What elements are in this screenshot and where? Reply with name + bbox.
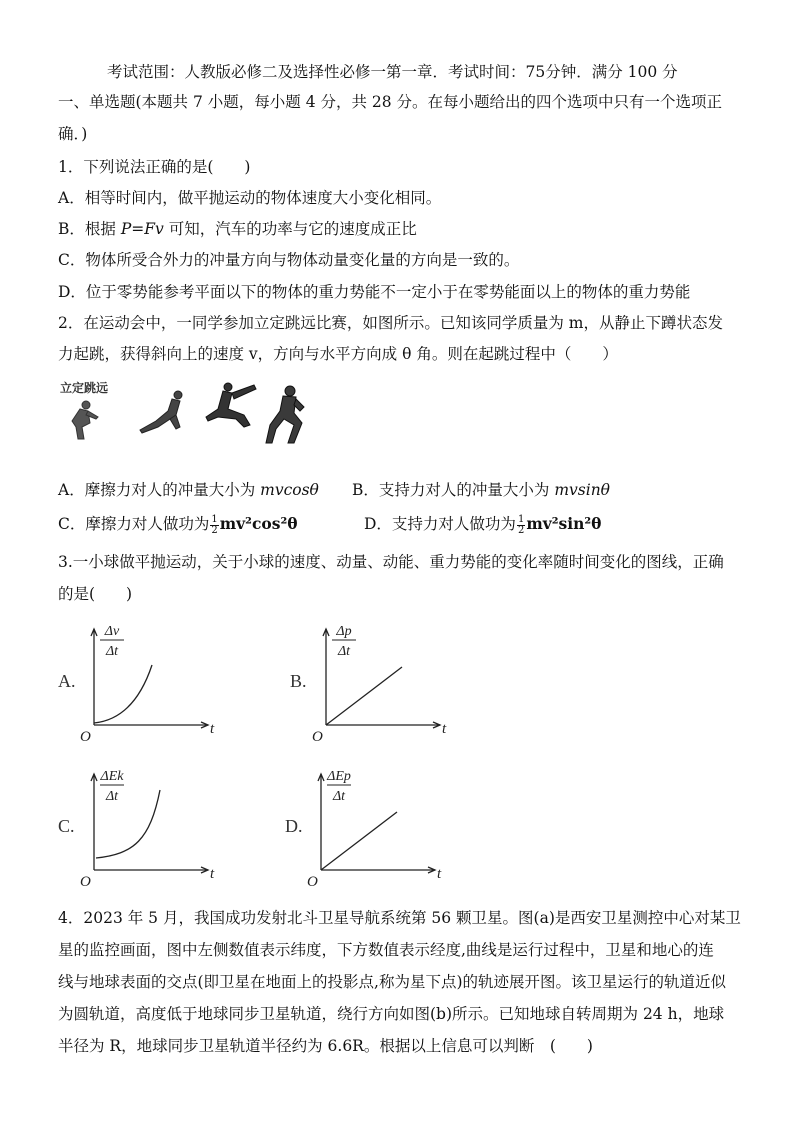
q2-c-frac-num: 1 bbox=[211, 513, 218, 525]
origin-label-d: O bbox=[307, 874, 318, 890]
t-axis-label-b: t bbox=[442, 721, 447, 737]
q1-b-prefix: B．根据 bbox=[58, 220, 121, 238]
q2-options-row2 bbox=[58, 513, 602, 536]
y-label-den-a: Δt bbox=[105, 644, 119, 659]
q2-d-formula: mv²sin²θ bbox=[526, 514, 602, 533]
q1-option-b bbox=[58, 219, 417, 239]
q3-graph-label-d: D. bbox=[285, 816, 303, 836]
q1-stem: 1．下列说法正确的是( ) bbox=[58, 158, 251, 176]
q2-b-formula: mvsinθ bbox=[554, 481, 611, 499]
exam-scope: 考试范围：人教版必修二及选择性必修一第一章．考试时间：75分钟．满分 100 分 bbox=[107, 63, 678, 81]
q1-b-formula: P=Fv bbox=[120, 220, 164, 238]
curve-d bbox=[321, 812, 397, 870]
q3-graph-label-c: C. bbox=[58, 816, 75, 836]
y-label-num-a: Δv bbox=[104, 624, 120, 639]
q2-d-frac-den: 2 bbox=[517, 524, 525, 536]
q3-graph-c bbox=[58, 760, 238, 895]
origin-label-c: O bbox=[80, 874, 91, 890]
q2-d-text: D．支持力对人做功为 bbox=[364, 515, 516, 533]
q4-line2: 星的监控画面，图中左侧数值表示纬度，下方数值表示经度,曲线是运行过程中，卫星和地心的连 bbox=[58, 941, 714, 959]
q2-c-frac-den: 2 bbox=[211, 524, 218, 536]
q4-line5: 半径为 R，地球同步卫星轨道半径约为 6.6R。根据以上信息可以判断 ( ) bbox=[58, 1037, 593, 1055]
y-label-den-c: Δt bbox=[105, 789, 119, 804]
q3-graph-d bbox=[285, 760, 465, 895]
section-title-line2: 确．) bbox=[58, 125, 88, 143]
q2-option-b bbox=[352, 480, 610, 500]
y-label-den-b: Δt bbox=[337, 644, 351, 659]
q2-c-fraction bbox=[210, 515, 218, 536]
q4-line1: 4．2023 年 5 月，我国成功发射北斗卫星导航系统第 56 颗卫星。图(a)是西安卫星测控中心对某卫 bbox=[58, 909, 741, 927]
y-label-num-c: ΔEk bbox=[100, 769, 124, 784]
q3-graph-svg-c bbox=[58, 760, 238, 895]
t-axis-label-d: t bbox=[437, 866, 442, 882]
q2-c-text: C．摩擦力对人做功为 bbox=[58, 515, 210, 533]
standing-long-jump-figure bbox=[58, 377, 308, 452]
q3-graph-label-a: A. bbox=[58, 671, 76, 691]
curve-a bbox=[94, 665, 152, 723]
q2-d-fraction bbox=[517, 515, 525, 536]
q3-graph-svg-d bbox=[285, 760, 465, 895]
curve-b bbox=[326, 667, 402, 725]
q2-option-d bbox=[364, 514, 602, 536]
q2-option-a bbox=[58, 481, 319, 499]
q2-a-text: A．摩擦力对人的冲量大小为 bbox=[58, 481, 261, 499]
q3-line1: 3.一小球做平抛运动，关于小球的速度、动量、动能、重力势能的变化率随时间变化的图线，正确 bbox=[58, 553, 724, 571]
origin-label-b: O bbox=[312, 729, 323, 745]
q2-d-frac-num: 1 bbox=[517, 513, 525, 525]
q1-option-d: D．位于零势能参考平面以下的物体的重力势能不一定小于在零势能面以上的物体的重力势能 bbox=[58, 283, 691, 301]
origin-label-a: O bbox=[80, 729, 91, 745]
q2-line1: 2．在运动会中，一同学参加立定跳远比赛，如图所示。已知该同学质量为 m，从静止下蹲状态发 bbox=[58, 314, 723, 332]
q2-a-formula: mvcosθ bbox=[260, 481, 319, 499]
y-label-num-d: ΔEp bbox=[327, 769, 351, 784]
q3-graph-label-b: B. bbox=[290, 671, 307, 691]
y-label-num-b: Δp bbox=[336, 624, 352, 639]
q1-option-a: A．相等时间内，做平抛运动的物体速度大小变化相同。 bbox=[58, 189, 442, 207]
t-axis-label-c: t bbox=[210, 866, 215, 882]
section-title-line1: 一、单选题(本题共 7 小题，每小题 4 分，共 28 分。在每小题给出的四个选项中只有一个选项正 bbox=[58, 93, 723, 111]
q3-graph-b bbox=[290, 615, 470, 750]
q1-b-suffix: 可知，汽车的功率与它的速度成正比 bbox=[163, 220, 417, 238]
q3-graph-svg-a bbox=[58, 615, 238, 750]
q2-options-row1 bbox=[58, 480, 611, 500]
q2-option-c bbox=[58, 513, 298, 536]
q4-line4: 为圆轨道，高度低于地球同步卫星轨道，绕行方向如图(b)所示。已知地球自转周期为 24 h，地球 bbox=[58, 1005, 725, 1023]
q4-line3: 线与地球表面的交点(即卫星在地面上的投影点,称为星下点)的轨迹展开图。该卫星运行的轨道近似 bbox=[58, 973, 727, 991]
y-label-den-d: Δt bbox=[332, 789, 346, 804]
q2-line2: 力起跳，获得斜向上的速度 v，方向与水平方向成 θ 角。则在起跳过程中（ ） bbox=[58, 345, 618, 363]
q2-c-formula: mv²cos²θ bbox=[219, 514, 298, 533]
q3-graph-a bbox=[58, 615, 238, 750]
q3-line2: 的是( ) bbox=[58, 585, 133, 603]
figure-caption: 立定跳远 bbox=[60, 381, 109, 395]
q3-graph-svg-b bbox=[290, 615, 470, 750]
q1-option-c: C．物体所受合外力的冲量方向与物体动量变化量的方向是一致的。 bbox=[58, 251, 520, 269]
t-axis-label-a: t bbox=[210, 721, 215, 737]
q2-b-text: B．支持力对人的冲量大小为 bbox=[352, 481, 555, 499]
